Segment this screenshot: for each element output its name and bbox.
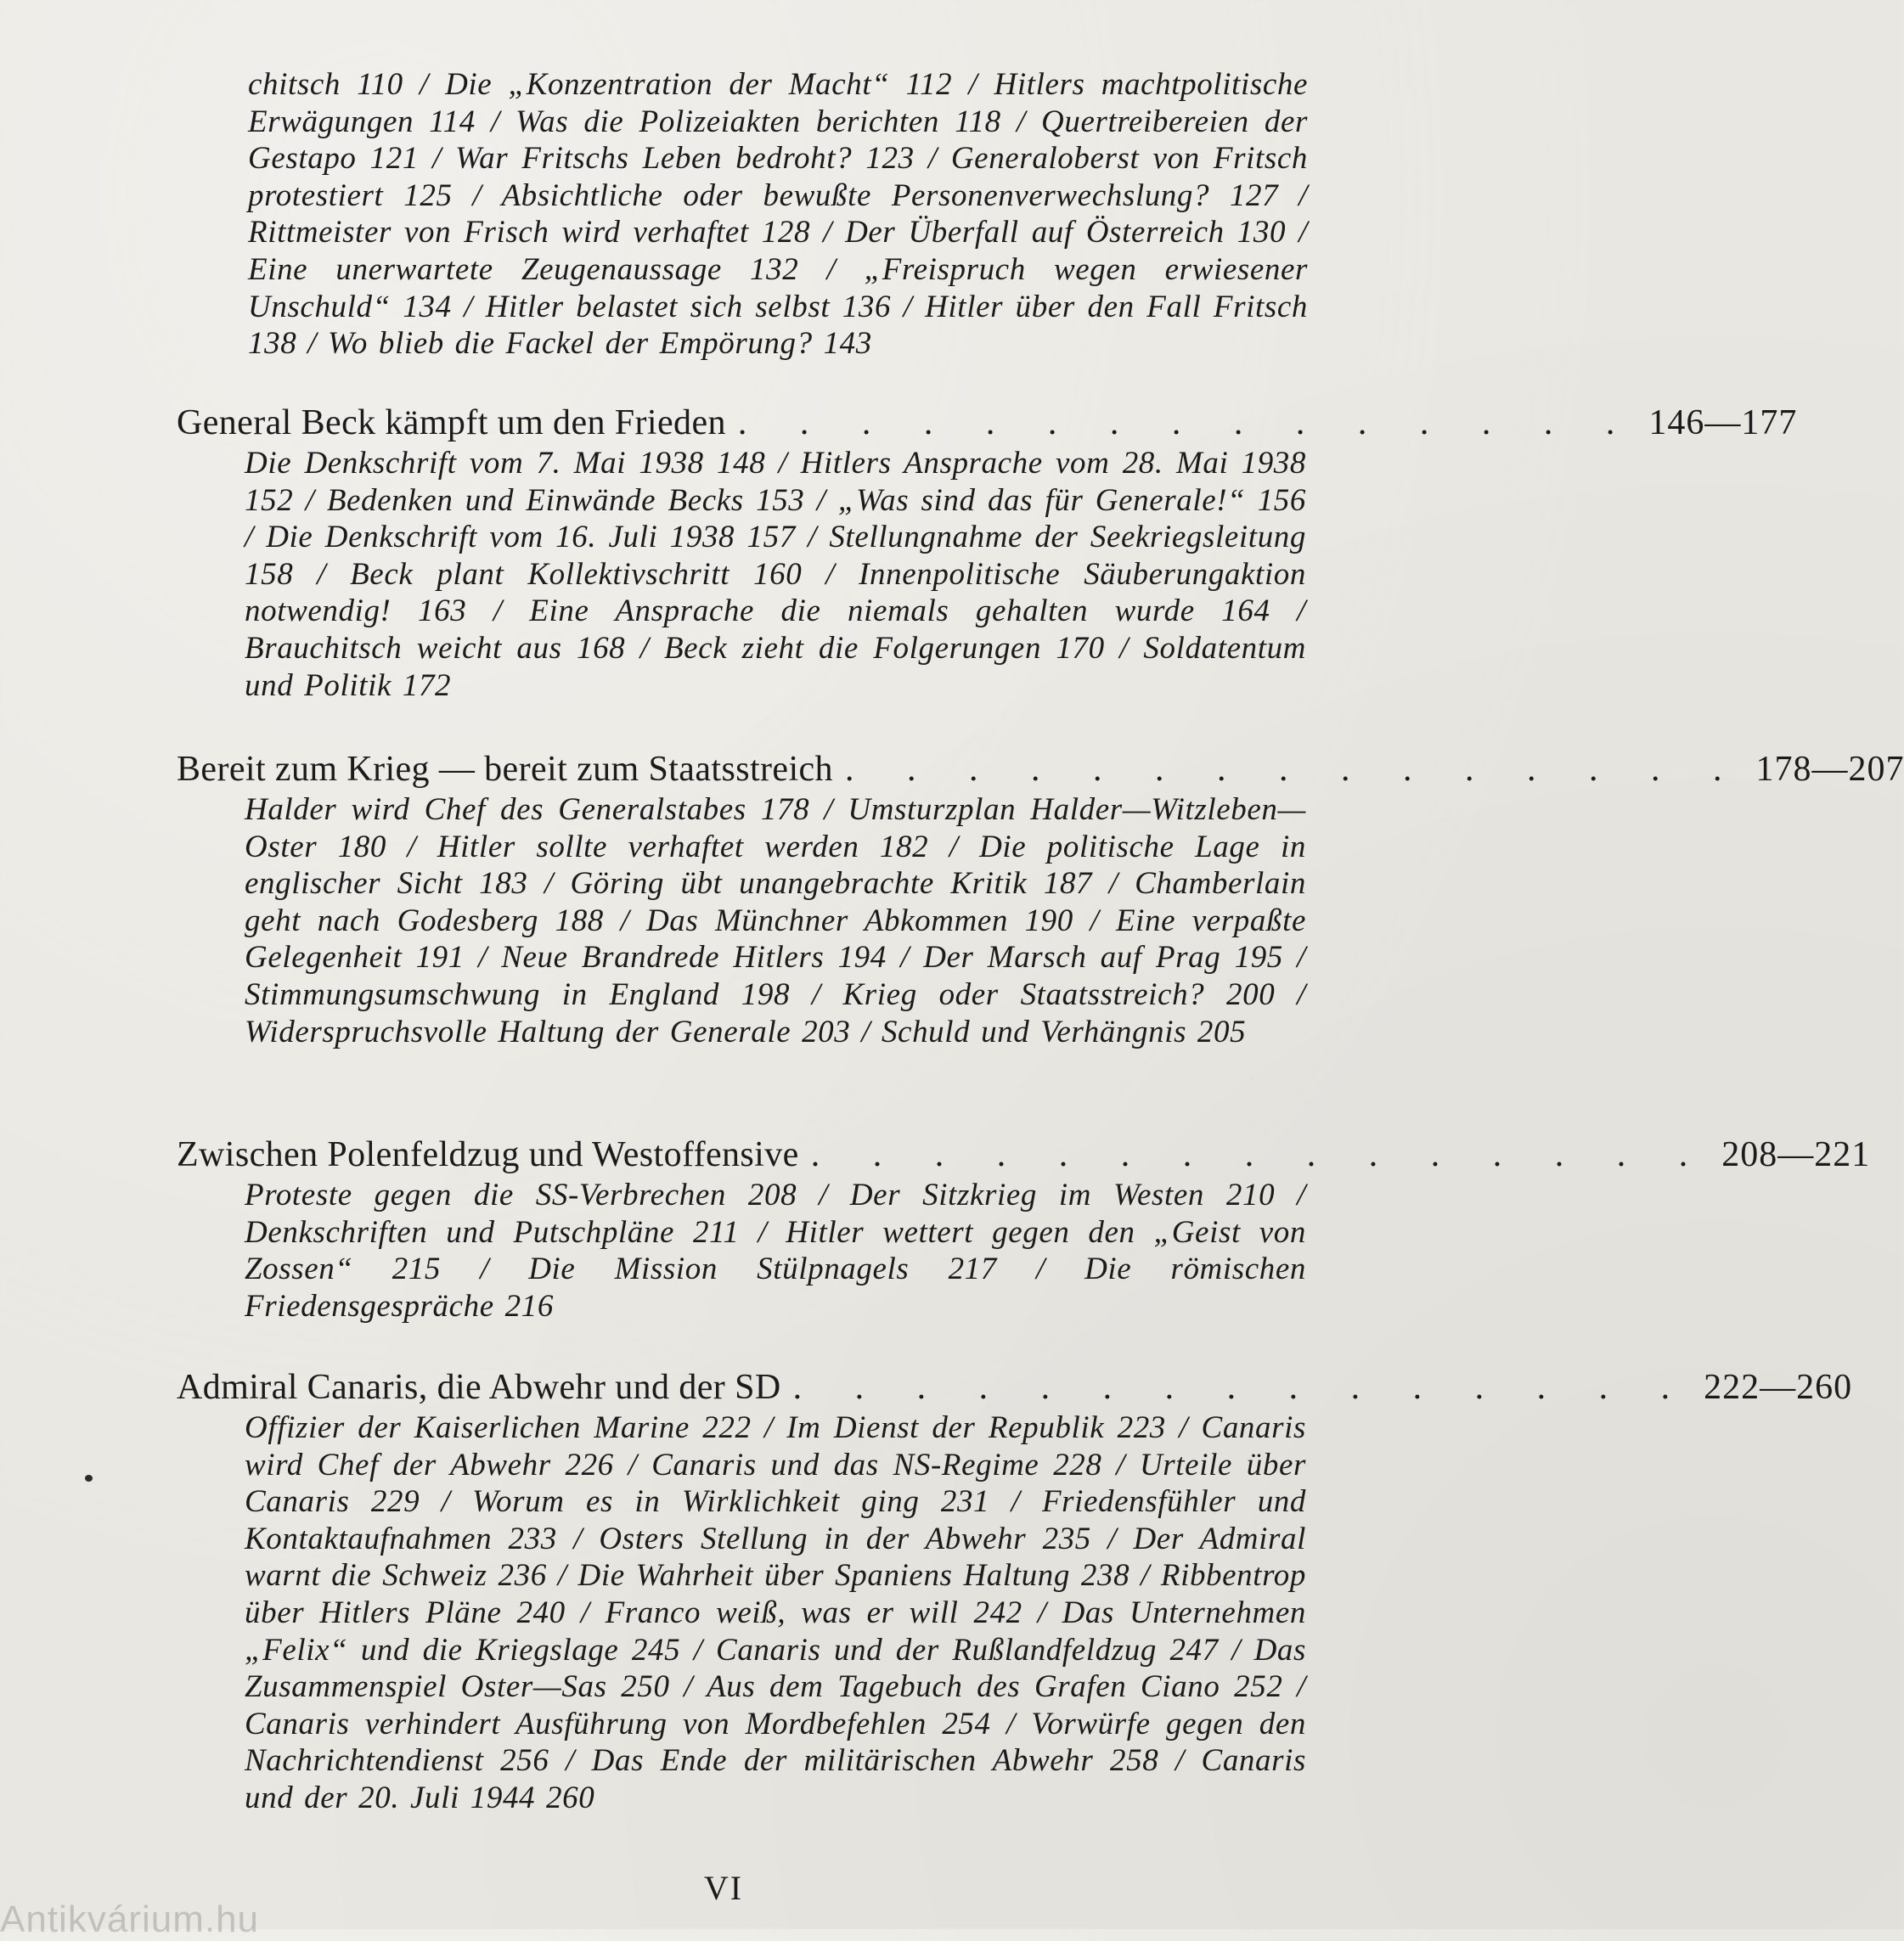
section-title: Zwischen Polenfeldzug und Westoffensive [177, 1135, 799, 1174]
dot-leader: . . . . . . . . . . . . . . . [844, 750, 1744, 789]
toc-section-heading [177, 402, 1798, 443]
toc-section-canaris [177, 1367, 1853, 1817]
toc-section-heading [177, 749, 1904, 790]
dot-leader: . . . . . . . . . . . . . . . [810, 1135, 1710, 1174]
dot-leader: . . . . . . . . . . . . . . . [737, 403, 1637, 442]
page-range: 222—260 [1704, 1368, 1853, 1407]
page-range: 208—221 [1721, 1135, 1871, 1174]
section-subtopics: Proteste gegen die SS-Verbrechen 208 / Der Sitzkrieg im Westen 210 / Denkschriften und Putschpläne 211 / Hitler wettert gegen den „Geist von Zossen“ 215 / Die Mission Stülpnagels 217 / Die römischen Friedensgespräche 216 [245, 1178, 1306, 1324]
section-subtopics: Offizier der Kaiserlichen Marine 222 / Im Dienst der Republik 223 / Canaris wird Chef der Abwehr 226 / Canaris und das NS-Regime 228 / Urteile über Canaris 229 / Worum es in Wirklichkeit ging 231 / Friedensfühler und Kontaktaufnahmen 233 / Osters Stellung in der Abwehr 235 / Der Admiral warnt die Schweiz 236 / Die Wahrheit über Spaniens Haltung 238 / Ribbentrop über Hitlers Pläne 240 / Franco weiß, was er will 242 / Das Unternehmen „Felix“ und die Kriegslage 245 / Canaris und der Rußlandfeldzug 247 / Das Zusammenspiel Oster—Sas 250 / Aus dem Tagebuch des Grafen Ciano 252 / Canaris verhindert Ausführung von Mordbefehlen 254 / Vorwürfe gegen den Nachrichtendienst 256 / Das Ende der militärischen Abwehr 258 / Canaris und der 20. Juli 1944 260 [245, 1410, 1306, 1815]
toc-section-heading [177, 1134, 1871, 1175]
section-title: Admiral Canaris, die Abwehr und der SD [177, 1368, 781, 1407]
watermark: Antikvárium.hu [0, 1899, 260, 1940]
section-title: Bereit zum Krieg — bereit zum Staatsstreich [177, 750, 833, 789]
toc-section-heading [177, 1367, 1853, 1408]
dot-leader: . . . . . . . . . . . . . . . [792, 1368, 1693, 1407]
toc-section-beck [177, 402, 1798, 704]
toc-section-krieg-staatsstreich [177, 749, 1904, 1050]
page-range: 146—177 [1648, 403, 1798, 442]
section-title: General Beck kämpft um den Frieden [177, 403, 726, 442]
page-range: 178—207 [1755, 750, 1904, 789]
section-subtopics: Halder wird Chef des Generalstabes 178 / Umsturzplan Halder—Witzleben—Oster 180 / Hitler sollte verhaftet werden 182 / Die politische Lage in englischer Sicht 183 / Göring übt unangebrachte Kritik 187 / Chamberlain geht nach Godesberg 188 / Das Münchner Abkommen 190 / Eine verpaßte Gelegenheit 191 / Neue Brandrede Hitlers 194 / Der Marsch auf Prag 195 / Stimmungsumschwung in England 198 / Krieg oder Staatsstreich? 200 / Widerspruchsvolle Haltung der Generale 203 / Schuld und Verhängnis 205 [245, 792, 1306, 1049]
page-number: VI [703, 1869, 744, 1907]
toc-section-polenfeldzug [177, 1134, 1871, 1325]
ink-speck [85, 1475, 93, 1482]
toc-continued-entry: chitsch 110 / Die „Konzentration der Macht“ 112 / Hitlers machtpolitische Erwägungen 114 / Was die Polizeiakten berichten 118 / Quertreibereien der Gestapo 121 / War Fritschs Leben bedroht? 123 / Generaloberst von Fritsch protestiert 125 / Absichtliche oder bewußte Personenverwechslung? 127 / Rittmeister von Frisch wird verhaftet 128 / Der Überfall auf Österreich 130 / Eine unerwartete Zeugenaussage 132 / „Freispruch wegen erwiesener Unschuld“ 134 / Hitler belastet sich selbst 136 / Hitler über den Fall Fritsch 138 / Wo blieb die Fackel der Empörung? 143 [248, 67, 1308, 362]
section-subtopics: Die Denkschrift vom 7. Mai 1938 148 / Hitlers Ansprache vom 28. Mai 1938 152 / Bedenken und Einwände Becks 153 / „Was sind das für Generale!“ 156 / Die Denkschrift vom 16. Juli 1938 157 / Stellungnahme der Seekriegsleitung 158 / Beck plant Kollektivschritt 160 / Innenpolitische Säuberungaktion notwendig! 163 / Eine Ansprache die niemals gehalten wurde 164 / Brauchitsch weicht aus 168 / Beck zieht die Folgerungen 170 / Soldatentum und Politik 172 [245, 446, 1306, 703]
